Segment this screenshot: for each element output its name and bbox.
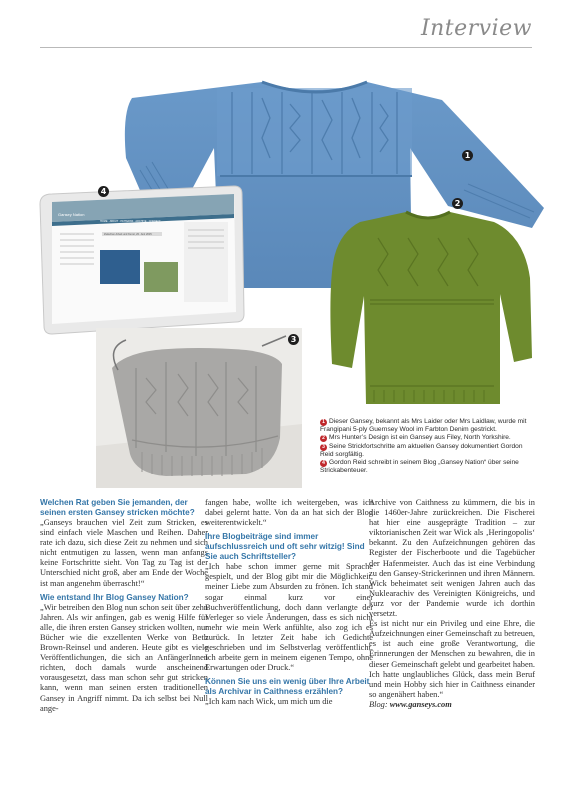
photo-badge-4: 4 bbox=[98, 186, 109, 197]
caption-number-1: 1 bbox=[320, 419, 327, 426]
grey-knitting-photo bbox=[96, 328, 302, 488]
answer-paragraph: fangen habe, wollte ich weitergeben, was ich dabei gelernt hatte. Von da an hat sich der Blog weiterentwickelt.“ bbox=[205, 498, 373, 528]
tablet-photo bbox=[38, 184, 250, 336]
tablet-nav: HOME · ABOUT · PATTERNS · ARCHIVE · CONTACT bbox=[100, 220, 161, 223]
photo-captions bbox=[320, 418, 534, 475]
header-rule bbox=[40, 47, 532, 48]
photo-badge-3: 3 bbox=[288, 334, 299, 345]
answer-paragraph: „Wir betreiben den Blog nun schon seit über zehn Jahren. Als wir anfingen, gab es wenig Hilfe für alle, die ihren ersten Gansey stricken wollten, nur Bücher wie die exzellenten Werke von Beth Brown-Reinsel und anderen. Heute gibt es viele Veröffentlichungen, die sich an AnfängerInnen richten, doch damals wurde anscheinend vorausgesetzt, dass man schon sehr gut stricken kann, wenn man seinen ersten traditionellen Gansey in Angriff nimmt. Da ich selbst bei Null ange- bbox=[40, 602, 208, 713]
green-gansey-photo bbox=[318, 208, 538, 408]
caption-number-4: 4 bbox=[320, 460, 327, 467]
blog-url[interactable]: www.ganseys.com bbox=[389, 699, 452, 709]
article-column-3 bbox=[369, 498, 535, 710]
question-heading: Ihre Blogbeiträge sind immer aufschlussreich und oft sehr witzig! Sind Sie auch Schriftsteller? bbox=[205, 532, 365, 562]
caption-2 bbox=[320, 434, 534, 442]
caption-text-4: Gordon Reid schreibt in seinem Blog „Gansey Nation“ über seine Strickabenteuer. bbox=[320, 459, 519, 475]
page-header bbox=[0, 0, 564, 50]
tablet-post-title: Zwischen Arbeit und Kunst, 20. Juni 2015 bbox=[104, 233, 152, 236]
section-title: Interview bbox=[420, 16, 532, 41]
article-column-2 bbox=[205, 498, 373, 707]
photo-badge-1: 1 bbox=[462, 150, 473, 161]
caption-number-3: 3 bbox=[320, 444, 327, 451]
answer-paragraph: „Ich kam nach Wick, um mich um die bbox=[205, 697, 333, 707]
caption-number-2: 2 bbox=[320, 435, 327, 442]
question-heading: Können Sie uns ein wenig über Ihre Arbeit als Archivar in Caithness erzählen? bbox=[205, 677, 370, 697]
answer-paragraph: „Ich habe schon immer gerne mit Sprache gespielt, und der Blog gibt mir die Möglichkeit, meiner Liebe zum Absurden zu frönen. Ich stand sogar einmal kurz vor einer Buchveröffentlichung, doch dann verlangte der Verleger so viele Änderungen, dass es sich nicht mehr wie mein Werk anfühlte, also zog ich es zurück. In letzter Zeit habe ich Gedichte geschrieben und im Selbstverlag veröffentlicht. Ich arbeite gern in meinem eigenen Tempo, ohne Erwartungen oder Druck.“ bbox=[205, 562, 373, 673]
article-column-1 bbox=[40, 498, 208, 714]
answer-paragraph: „Ganseys brauchen viel Zeit zum Stricken, es sind einfach viele Maschen und Reihen. Daher rate ich dazu, sich diese Zeit zu nehmen und sich nicht entmutigen zu lassen, wenn man anfangs keine Fortschritte sieht. Von Tag zu Tag ist der Unterschied nicht groß, aber am Ende der Woche ist man angenehm überrascht!“ bbox=[40, 518, 208, 588]
answer-paragraph: Archive von Caithness zu kümmern, die bis in die 1460er-Jahre zurückreichen. Die Fischerei hat hier eine ausgeprägte Tradition – zur viktorianischen Zeit war Wick als ‚Heringopolis‘ bekannt. Zu den Aufzeichnungen gehören das Register der Fischerboote und die Tagebücher der Hafenmeister. Auch das ist eine Verbindung zu den Gansey-Strickerinnen und ihren Männern. Wick beheimatet seit wenigen Jahren auch das Nuklearachiv des Vereinigten Königreichs, und kurz vor der Pandemie wurde ich dorthin versetzt. bbox=[369, 498, 535, 619]
caption-text-3: Seine Strickfortschritte am aktuellen Gansey dokumentiert Gordon Reid sorgfältig. bbox=[320, 442, 523, 458]
caption-text-2: Mrs Hunter’s Design ist ein Gansey aus Filey, North Yorkshire. bbox=[329, 434, 511, 442]
answer-paragraph: Es ist nicht nur ein Privileg und eine Ehre, die Aufzeichnungen einer Gemeinschaft zu betreuen, es ist auch eine große Verantwortung, die Erinnerungen der Menschen zu bewahren, die in dieser Gemeinschaft gelebt und gearbeitet haben. Ich hatte unglaubliches Glück, dass mein Beruf und mein Hobby sich hier in Caithness einander so angenähert haben.“ bbox=[369, 619, 535, 699]
question-heading: Welchen Rat geben Sie jemanden, der seinen ersten Gansey stricken möchte? bbox=[40, 498, 195, 517]
blog-label: Blog: bbox=[369, 699, 388, 709]
blog-credit bbox=[369, 700, 535, 710]
caption-4 bbox=[320, 459, 534, 475]
tablet-blog-name: Gansey Nation bbox=[58, 212, 85, 217]
caption-1 bbox=[320, 418, 534, 434]
caption-3 bbox=[320, 443, 534, 459]
question-heading: Wie entstand Ihr Blog Gansey Nation? bbox=[40, 592, 189, 602]
photo-badge-2: 2 bbox=[452, 198, 463, 209]
caption-text-1: Dieser Gansey, bekannt als Mrs Laider oder Mrs Laidlaw, wurde mit Frangipani 5-ply Guernsey Wool im Farbton Denim gestrickt. bbox=[320, 418, 527, 434]
